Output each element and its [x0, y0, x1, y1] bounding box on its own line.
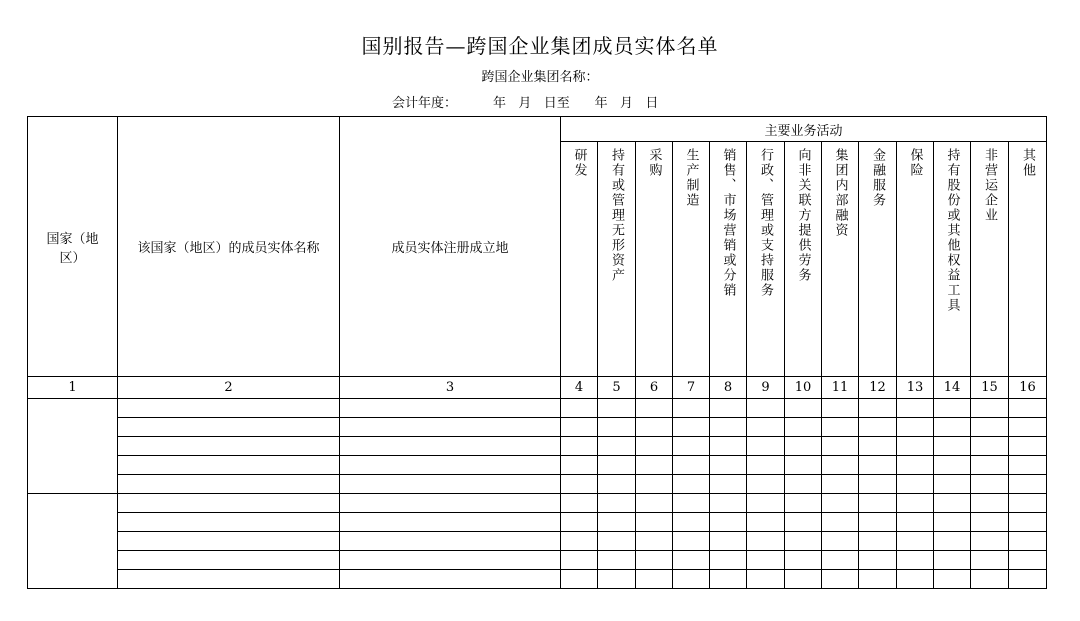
table-cell[interactable] — [747, 437, 785, 456]
table-cell[interactable] — [747, 456, 785, 475]
table-cell[interactable] — [118, 475, 340, 494]
column-number: 11 — [822, 377, 859, 399]
table-cell[interactable] — [636, 532, 673, 551]
table-cell[interactable] — [934, 494, 971, 513]
group-name-label: 跨国企业集团名称： — [481, 70, 599, 85]
column-number: 2 — [118, 377, 340, 399]
table-cell[interactable] — [673, 456, 710, 475]
fiscal-year-label: 会计年度： — [392, 96, 458, 111]
activity-header: 研发 — [561, 142, 598, 377]
table-cell[interactable] — [710, 418, 747, 437]
table-row — [28, 475, 1047, 494]
table-cell[interactable] — [859, 475, 897, 494]
table-cell[interactable] — [561, 418, 598, 437]
table-cell[interactable] — [636, 437, 673, 456]
column-number: 10 — [785, 377, 822, 399]
table-cell[interactable] — [1009, 532, 1047, 551]
column-number: 5 — [598, 377, 636, 399]
table-cell[interactable] — [340, 475, 561, 494]
table-cell[interactable] — [710, 513, 747, 532]
table-row — [28, 399, 1047, 418]
table-cell[interactable] — [340, 551, 561, 570]
table-cell[interactable] — [561, 437, 598, 456]
activity-header: 采购 — [636, 142, 673, 377]
table-cell[interactable] — [710, 475, 747, 494]
table-cell[interactable] — [971, 418, 1009, 437]
activity-header: 非营运企业 — [971, 142, 1009, 377]
table-cell[interactable] — [340, 532, 561, 551]
table-cell[interactable] — [971, 456, 1009, 475]
table-cell[interactable] — [598, 456, 636, 475]
table-cell[interactable] — [897, 418, 934, 437]
table-cell[interactable] — [673, 513, 710, 532]
table-cell[interactable] — [118, 418, 340, 437]
table-cell[interactable] — [897, 456, 934, 475]
column-number: 14 — [934, 377, 971, 399]
header-main-activities: 主要业务活动 — [561, 117, 1047, 142]
table-cell[interactable] — [971, 399, 1009, 418]
table-cell[interactable] — [118, 494, 340, 513]
table-cell[interactable] — [747, 418, 785, 437]
table-cell[interactable] — [673, 399, 710, 418]
table-cell[interactable] — [673, 475, 710, 494]
table-cell[interactable] — [934, 513, 971, 532]
table-cell[interactable] — [897, 532, 934, 551]
table-cell[interactable] — [1009, 418, 1047, 437]
table-cell[interactable] — [340, 456, 561, 475]
table-cell[interactable] — [747, 513, 785, 532]
table-cell[interactable] — [859, 513, 897, 532]
table-cell[interactable] — [785, 494, 822, 513]
table-cell[interactable] — [785, 418, 822, 437]
column-number: 13 — [897, 377, 934, 399]
table-cell[interactable] — [785, 437, 822, 456]
table-cell[interactable] — [971, 513, 1009, 532]
table-cell[interactable] — [785, 456, 822, 475]
column-number: 9 — [747, 377, 785, 399]
country-cell[interactable] — [28, 494, 118, 589]
table-cell[interactable] — [859, 570, 897, 589]
table-cell[interactable] — [598, 418, 636, 437]
table-cell[interactable] — [822, 570, 859, 589]
table-cell[interactable] — [859, 418, 897, 437]
table-row — [28, 570, 1047, 589]
table-cell[interactable] — [598, 570, 636, 589]
table-cell[interactable] — [971, 532, 1009, 551]
table-cell[interactable] — [636, 418, 673, 437]
table-cell[interactable] — [598, 437, 636, 456]
activity-header: 向非关联方提供劳务 — [785, 142, 822, 377]
activity-header: 行政、管理或支持服务 — [747, 142, 785, 377]
activity-header: 生产制造 — [673, 142, 710, 377]
table-cell[interactable] — [1009, 475, 1047, 494]
column-number: 8 — [710, 377, 747, 399]
table-cell[interactable] — [561, 551, 598, 570]
table-row — [28, 494, 1047, 513]
page-title: 国别报告—跨国企业集团成员实体名单 — [361, 34, 719, 58]
table-cell[interactable] — [118, 513, 340, 532]
table-cell[interactable] — [897, 475, 934, 494]
table-cell[interactable] — [561, 532, 598, 551]
column-number: 12 — [859, 377, 897, 399]
table-cell[interactable] — [673, 570, 710, 589]
header-country — [28, 117, 118, 377]
table-cell[interactable] — [934, 399, 971, 418]
table-cell[interactable] — [561, 475, 598, 494]
activity-header: 持有或管理无形资产 — [598, 142, 636, 377]
table-cell[interactable] — [934, 551, 971, 570]
table-cell[interactable] — [822, 551, 859, 570]
table-cell[interactable] — [822, 475, 859, 494]
table-row — [28, 437, 1047, 456]
table-cell[interactable] — [673, 437, 710, 456]
table-cell[interactable] — [1009, 513, 1047, 532]
header-country-label: 国家（地区） — [46, 231, 99, 266]
table-cell[interactable] — [859, 399, 897, 418]
table-cell[interactable] — [598, 494, 636, 513]
table-cell[interactable] — [785, 399, 822, 418]
table-cell[interactable] — [934, 532, 971, 551]
table-cell[interactable] — [636, 475, 673, 494]
table-cell[interactable] — [561, 570, 598, 589]
table-cell[interactable] — [822, 513, 859, 532]
table-cell[interactable] — [636, 456, 673, 475]
table-cell[interactable] — [897, 437, 934, 456]
table-cell[interactable] — [822, 399, 859, 418]
table-cell[interactable] — [598, 513, 636, 532]
activity-header: 其他 — [1009, 142, 1047, 377]
table-cell[interactable] — [710, 456, 747, 475]
fiscal-year-range: 年 月 日至 年 月 日 — [493, 96, 659, 111]
table-cell[interactable] — [859, 551, 897, 570]
table-cell[interactable] — [934, 418, 971, 437]
table-cell[interactable] — [822, 456, 859, 475]
table-cell[interactable] — [897, 513, 934, 532]
table-cell[interactable] — [340, 513, 561, 532]
table-cell[interactable] — [971, 475, 1009, 494]
table-cell[interactable] — [785, 570, 822, 589]
table-cell[interactable] — [785, 532, 822, 551]
table-cell[interactable] — [1009, 551, 1047, 570]
table-cell[interactable] — [934, 437, 971, 456]
table-cell[interactable] — [118, 456, 340, 475]
table-cell[interactable] — [636, 570, 673, 589]
table-cell[interactable] — [710, 532, 747, 551]
table-cell[interactable] — [598, 551, 636, 570]
table-cell[interactable] — [118, 570, 340, 589]
table-cell[interactable] — [822, 494, 859, 513]
table-cell[interactable] — [822, 532, 859, 551]
table-cell[interactable] — [747, 570, 785, 589]
table-cell[interactable] — [1009, 456, 1047, 475]
activity-header: 持有股份或其他权益工具 — [934, 142, 971, 377]
table-cell[interactable] — [598, 475, 636, 494]
header-entity-name: 该国家（地区）的成员实体名称 — [118, 117, 340, 377]
table-cell[interactable] — [822, 418, 859, 437]
column-number: 15 — [971, 377, 1009, 399]
table-cell[interactable] — [822, 437, 859, 456]
table-cell[interactable] — [118, 551, 340, 570]
table-cell[interactable] — [340, 437, 561, 456]
table-cell[interactable] — [971, 494, 1009, 513]
table-cell[interactable] — [673, 494, 710, 513]
column-number: 16 — [1009, 377, 1047, 399]
table-row — [28, 513, 1047, 532]
table-cell[interactable] — [785, 475, 822, 494]
table-cell[interactable] — [897, 570, 934, 589]
table-cell[interactable] — [859, 437, 897, 456]
table-cell[interactable] — [673, 532, 710, 551]
column-number: 3 — [340, 377, 561, 399]
country-cell[interactable] — [28, 399, 118, 494]
table-cell[interactable] — [636, 551, 673, 570]
table-cell[interactable] — [710, 494, 747, 513]
table-cell[interactable] — [710, 437, 747, 456]
table-cell[interactable] — [934, 475, 971, 494]
column-number: 4 — [561, 377, 598, 399]
table-cell[interactable] — [561, 513, 598, 532]
column-number: 7 — [673, 377, 710, 399]
table-cell[interactable] — [785, 551, 822, 570]
table-cell[interactable] — [710, 570, 747, 589]
table-cell[interactable] — [747, 532, 785, 551]
table-cell[interactable] — [636, 399, 673, 418]
table-row — [28, 418, 1047, 437]
table-cell[interactable] — [934, 456, 971, 475]
table-row — [28, 532, 1047, 551]
table-cell[interactable] — [710, 551, 747, 570]
table-cell[interactable] — [934, 570, 971, 589]
table-cell[interactable] — [897, 551, 934, 570]
table-cell[interactable] — [340, 570, 561, 589]
table-cell[interactable] — [1009, 437, 1047, 456]
table-cell[interactable] — [710, 399, 747, 418]
table-cell[interactable] — [561, 456, 598, 475]
table-cell[interactable] — [118, 437, 340, 456]
table-cell[interactable] — [971, 570, 1009, 589]
table-cell[interactable] — [561, 494, 598, 513]
table-cell[interactable] — [747, 475, 785, 494]
fiscal-year-line — [392, 92, 658, 111]
table-cell[interactable] — [561, 399, 598, 418]
column-number: 6 — [636, 377, 673, 399]
column-number: 1 — [28, 377, 118, 399]
activity-header: 金融服务 — [859, 142, 897, 377]
table-cell[interactable] — [747, 494, 785, 513]
table-cell[interactable] — [971, 437, 1009, 456]
table-cell[interactable] — [897, 399, 934, 418]
table-cell[interactable] — [340, 418, 561, 437]
table-cell[interactable] — [747, 399, 785, 418]
header-registration: 成员实体注册成立地 — [340, 117, 561, 377]
table-cell[interactable] — [859, 456, 897, 475]
table-cell[interactable] — [1009, 494, 1047, 513]
table-row — [28, 551, 1047, 570]
table-cell[interactable] — [971, 551, 1009, 570]
table-cell[interactable] — [636, 513, 673, 532]
table-cell[interactable] — [1009, 399, 1047, 418]
table-cell[interactable] — [785, 513, 822, 532]
table-cell[interactable] — [340, 399, 561, 418]
table-cell[interactable] — [673, 418, 710, 437]
table-cell[interactable] — [340, 494, 561, 513]
activity-header: 销售、市场营销或分销 — [710, 142, 747, 377]
table-cell[interactable] — [598, 399, 636, 418]
table-cell[interactable] — [859, 494, 897, 513]
table-cell[interactable] — [1009, 570, 1047, 589]
table-cell[interactable] — [118, 399, 340, 418]
table-cell[interactable] — [636, 494, 673, 513]
table-cell[interactable] — [598, 532, 636, 551]
activity-header: 保险 — [897, 142, 934, 377]
data-rows — [28, 399, 1047, 589]
table-cell[interactable] — [118, 532, 340, 551]
table-cell[interactable] — [897, 494, 934, 513]
table-cell[interactable] — [859, 532, 897, 551]
activity-header: 集团内部融资 — [822, 142, 859, 377]
table-row — [28, 456, 1047, 475]
entity-list-table — [27, 116, 1047, 589]
table-cell[interactable] — [747, 551, 785, 570]
table-cell[interactable] — [673, 551, 710, 570]
column-number-row — [28, 377, 1047, 399]
